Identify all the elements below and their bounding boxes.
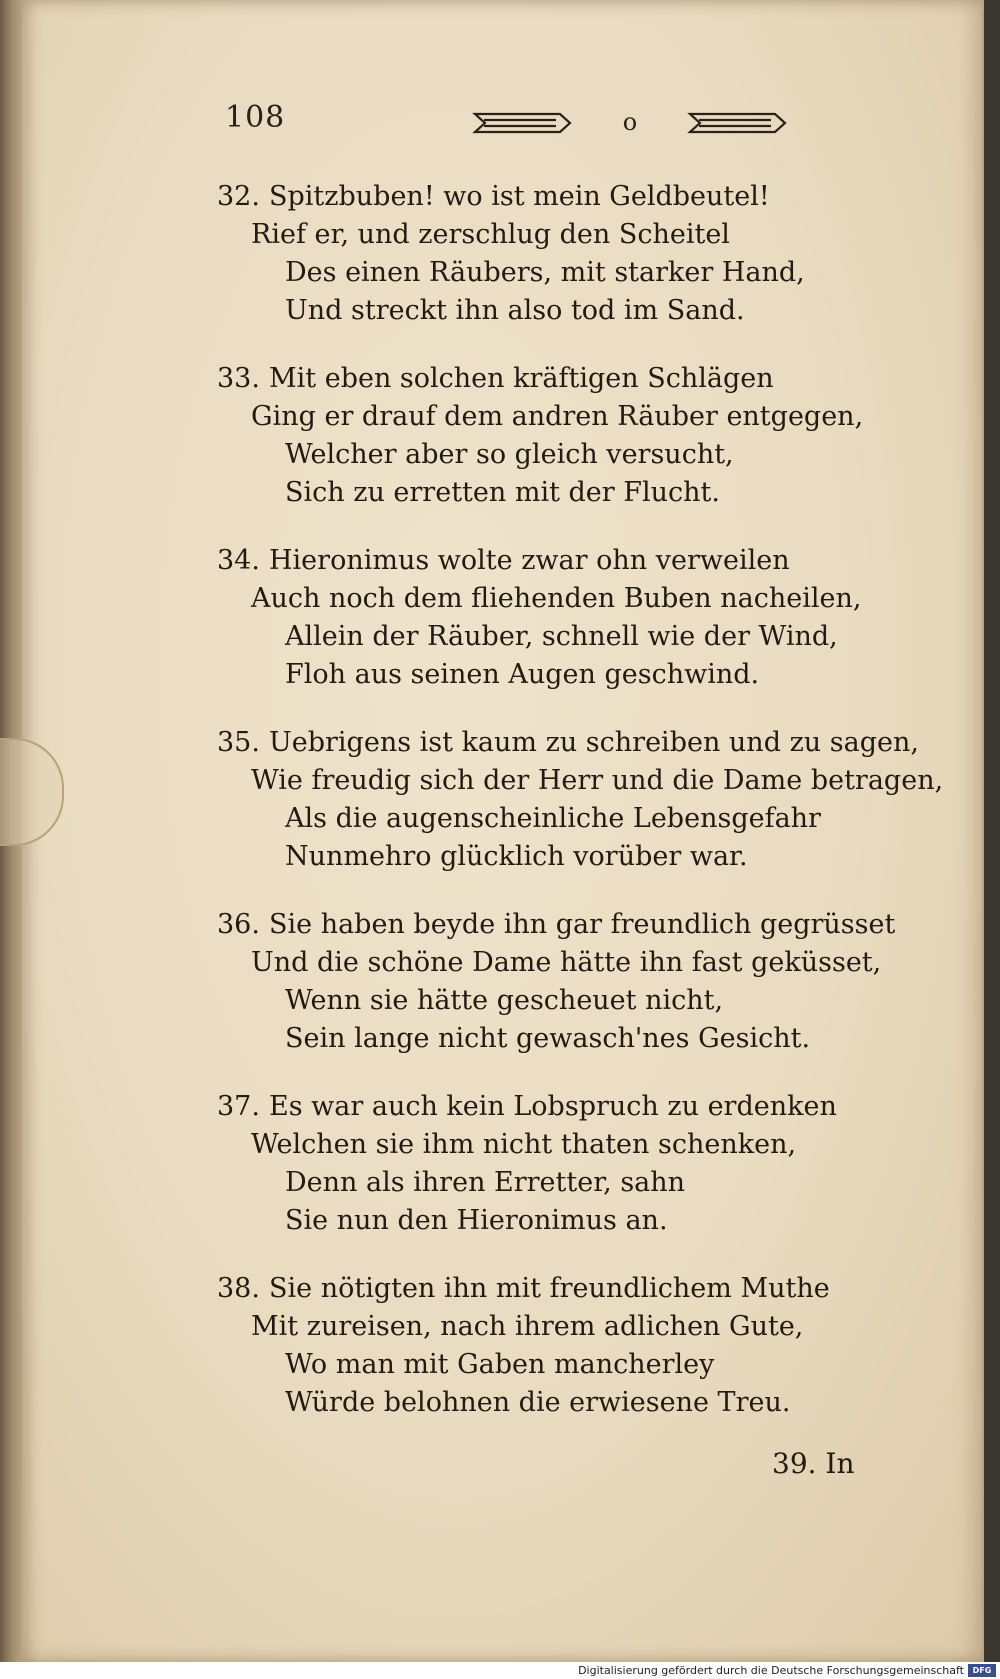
verse-line: Sie haben beyde ihn gar freundlich gegrüsset	[269, 909, 896, 940]
verse-line: Wie freudig sich der Herr und die Dame betragen,	[251, 765, 944, 796]
stanza	[217, 178, 917, 330]
stanza	[217, 1088, 917, 1240]
footer-credit: Digitalisierung gefördert durch die Deutsche Forschungsgemeinschaft	[578, 1664, 964, 1677]
stanza	[217, 360, 917, 512]
verse-line: Nunmehro glücklich vorüber war.	[285, 841, 748, 872]
stanza-number: 35.	[217, 727, 260, 758]
stanza	[217, 906, 917, 1058]
verse-line: Allein der Räuber, schnell wie der Wind,	[285, 621, 838, 652]
verse-line: Uebrigens ist kaum zu schreiben und zu sagen,	[269, 727, 919, 758]
dfg-logo-icon: DFG	[968, 1664, 996, 1677]
verse-line: Sich zu erretten mit der Flucht.	[285, 477, 720, 508]
stanza	[217, 542, 917, 694]
page-header	[225, 100, 785, 140]
catchword: 39. In	[772, 1447, 855, 1480]
verse-line: Floh aus seinen Augen geschwind.	[285, 659, 760, 690]
verse-line: Spitzbuben! wo ist mein Geldbeutel!	[269, 181, 770, 212]
verse-line: Welchen sie ihm nicht thaten schenken,	[251, 1129, 797, 1160]
verse-line: Rief er, und zerschlug den Scheitel	[251, 219, 730, 250]
verse-line: Sein lange nicht gewasch'nes Gesicht.	[285, 1023, 811, 1054]
verse-line: Wenn sie hätte gescheuet nicht,	[285, 985, 724, 1016]
verse-line: Denn als ihren Erretter, sahn	[285, 1167, 686, 1198]
stanza-list	[217, 178, 944, 1422]
digitization-footer	[0, 1662, 1000, 1679]
verse-line: Ging er drauf dem andren Räuber entgegen,	[251, 401, 864, 432]
stanza-number: 33.	[217, 363, 260, 394]
verse-line: Würde belohnen die erwiesene Treu.	[285, 1387, 791, 1418]
stanza	[217, 724, 944, 876]
verse-line: Wo man mit Gaben mancherley	[285, 1349, 715, 1380]
right-ornament-icon	[690, 114, 785, 132]
verse-line: Hieronimus wolte zwar ohn verweilen	[269, 545, 790, 576]
stanza-number: 34.	[217, 545, 260, 576]
verse-line: Als die augenscheinliche Lebensgefahr	[285, 803, 821, 834]
stanza-number: 37.	[217, 1091, 260, 1122]
verse-line: Und die schöne Dame hätte ihn fast geküsset,	[251, 947, 882, 978]
page-number: 108	[225, 100, 286, 135]
verse-line: Mit eben solchen kräftigen Schlägen	[269, 363, 774, 394]
left-ornament-icon	[475, 114, 570, 132]
verse-line: Mit zureisen, nach ihrem adlichen Gute,	[251, 1311, 804, 1342]
stanza	[217, 1270, 917, 1422]
verse-line: Welcher aber so gleich versucht,	[285, 439, 734, 470]
ornament-center: o	[622, 108, 638, 136]
stanza-number: 36.	[217, 909, 260, 940]
verse-line: Und streckt ihn also tod im Sand.	[285, 295, 745, 326]
stanza-number: 32.	[217, 181, 260, 212]
verse-line: Es war auch kein Lobspruch zu erdenken	[269, 1091, 837, 1122]
verse-line: Sie nun den Hieronimus an.	[285, 1205, 668, 1236]
verse-line: Auch noch dem fliehenden Buben nacheilen,	[251, 583, 862, 614]
verse-line: Sie nötigten ihn mit freundlichem Muthe	[269, 1273, 830, 1304]
header-ornament	[470, 108, 790, 138]
stanza-number: 38.	[217, 1273, 260, 1304]
verse-line: Des einen Räubers, mit starker Hand,	[285, 257, 805, 288]
